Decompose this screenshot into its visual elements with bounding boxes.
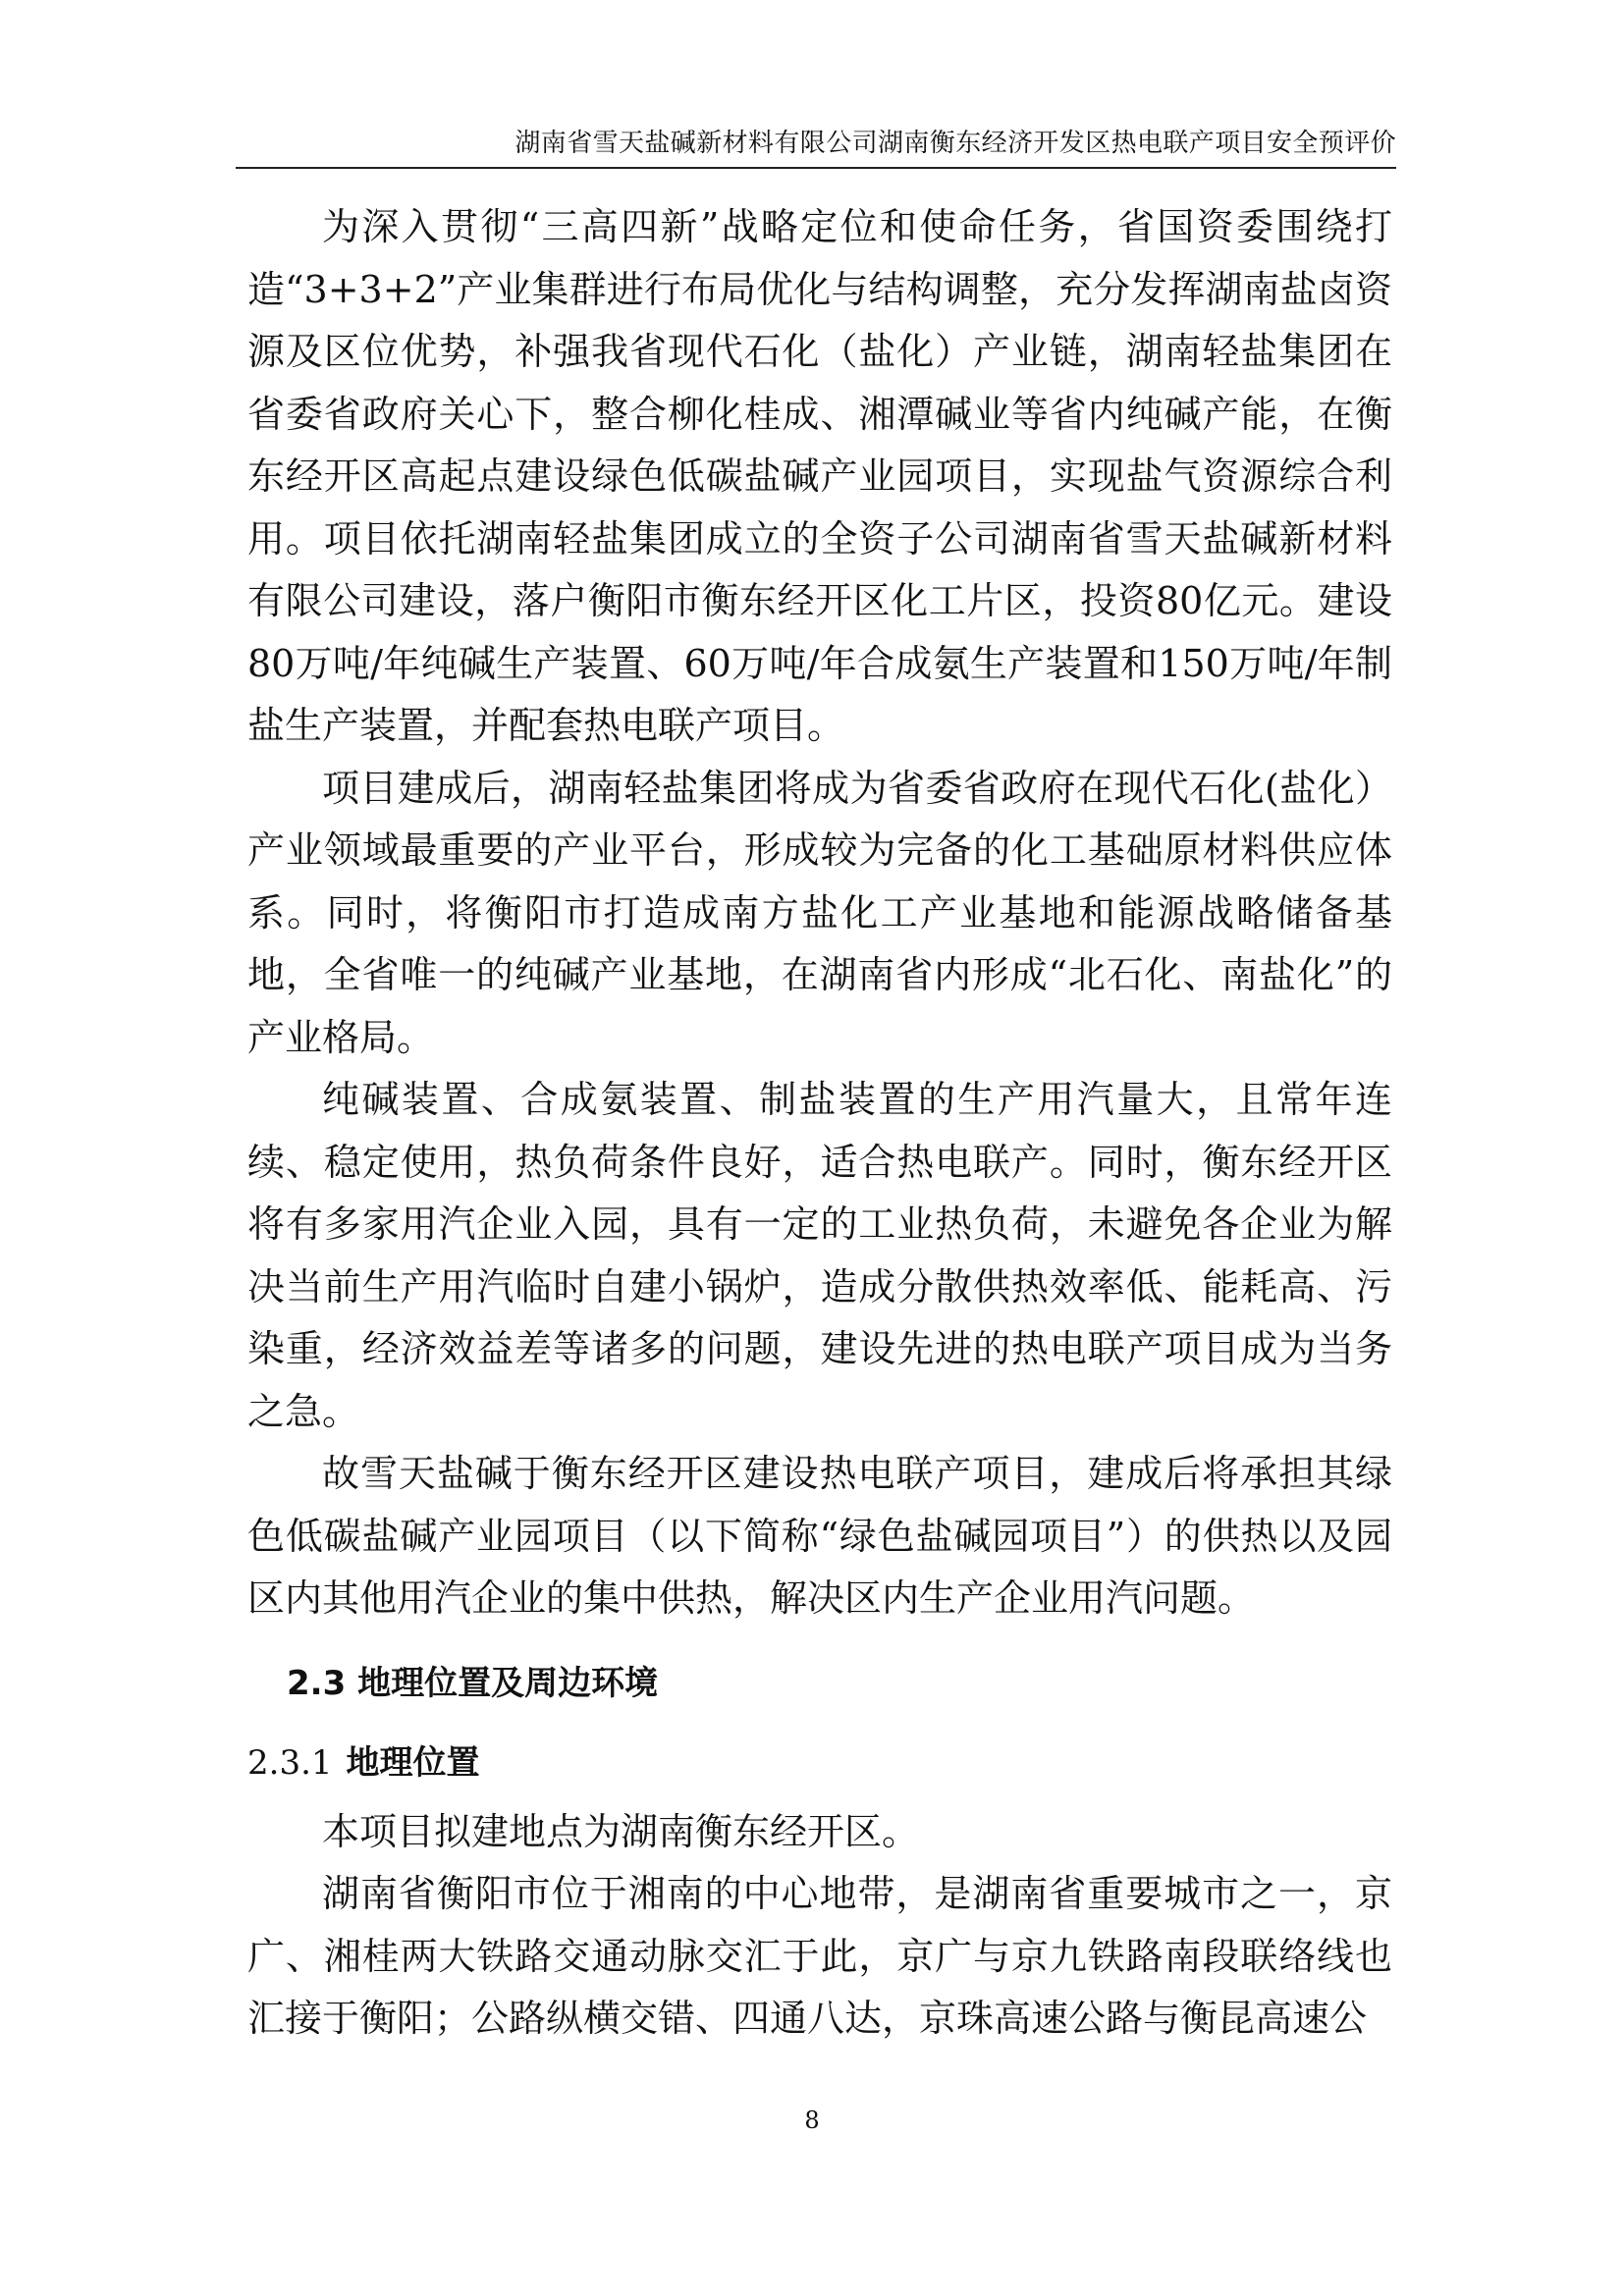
header-title: 湖南省雪天盐碱新材料有限公司湖南衡东经济开发区热电联产项目安全预评价: [514, 129, 1396, 158]
body-paragraph: 项目建成后，湖南轻盐集团将成为省委省政府在现代石化(盐化）产业领域最重要的产业平台，形成较为完备的化工基础原材料供应体系。同时，将衡阳市打造成南方盐化工产业基地和能源战略储备基地，全省唯一的纯碱产业基地，在湖南省内形成“北石化、南盐化”的产业格局。: [247, 766, 1392, 1059]
body-paragraph: 湖南省衡阳市位于湘南的中心地带，是湖南省重要城市之一，京广、湘桂两大铁路交通动脉交汇于此，京广与京九铁路南段联络线也汇接于衡阳；公路纵横交错、四通八达，京珠高速公路与衡昆高速公: [247, 1872, 1392, 2040]
page-number: 8: [804, 2107, 820, 2134]
page-header: [236, 126, 1396, 169]
subsection-heading: [247, 1725, 1392, 1801]
body-paragraph: 故雪天盐碱于衡东经开区建设热电联产项目，建成后将承担其绿色低碳盐碱产业园项目（以下简称“绿色盐碱园项目”）的供热以及园区内其他用汽企业的集中供热，解决区内生产企业用汽问题。: [247, 1452, 1392, 1620]
body-paragraph: 本项目拟建地点为湖南衡东经开区。: [322, 1809, 920, 1853]
document-body: [247, 196, 1392, 2051]
body-paragraph: 纯碱装置、合成氨装置、制盐装置的生产用汽量大，且常年连续、稳定使用，热负荷条件良好，适合热电联产。同时，衡东经开区将有多家用汽企业入园，具有一定的工业热负荷，未避免各企业为解决当前生产用汽临时自建小锅炉，造成分散供热效率低、能耗高、污染重，经济效益差等诸多的问题，建设先进的热电联产项目成为当务之急。: [247, 1078, 1392, 1433]
body-paragraph: 为深入贯彻“三高四新”战略定位和使命任务，省国资委围绕打造“3+3+2”产业集群进行布局优化与结构调整，充分发挥湖南盐卤资源及区位优势，补强我省现代石化（盐化）产业链，湖南轻盐集团在省委省政府关心下，整合柳化桂成、湘潭碱业等省内纯碱产能，在衡东经开区高起点建设绿色低碳盐碱产业园项目，实现盐气资源综合利用。项目依托湖南轻盐集团成立的全资子公司湖南省雪天盐碱新材料有限公司建设，落户衡阳市衡东经开区化工片区，投资80亿元。建设80万吨/年纯碱生产装置、60万吨/年合成氨生产装置和150万吨/年制盐生产装置，并配套热电联产项目。: [247, 205, 1392, 747]
subsection-title: 地理位置: [346, 1742, 480, 1783]
section-heading: 2.3 地理位置及周边环境: [287, 1663, 659, 1703]
subsection-number: 2.3.1: [247, 1742, 333, 1783]
